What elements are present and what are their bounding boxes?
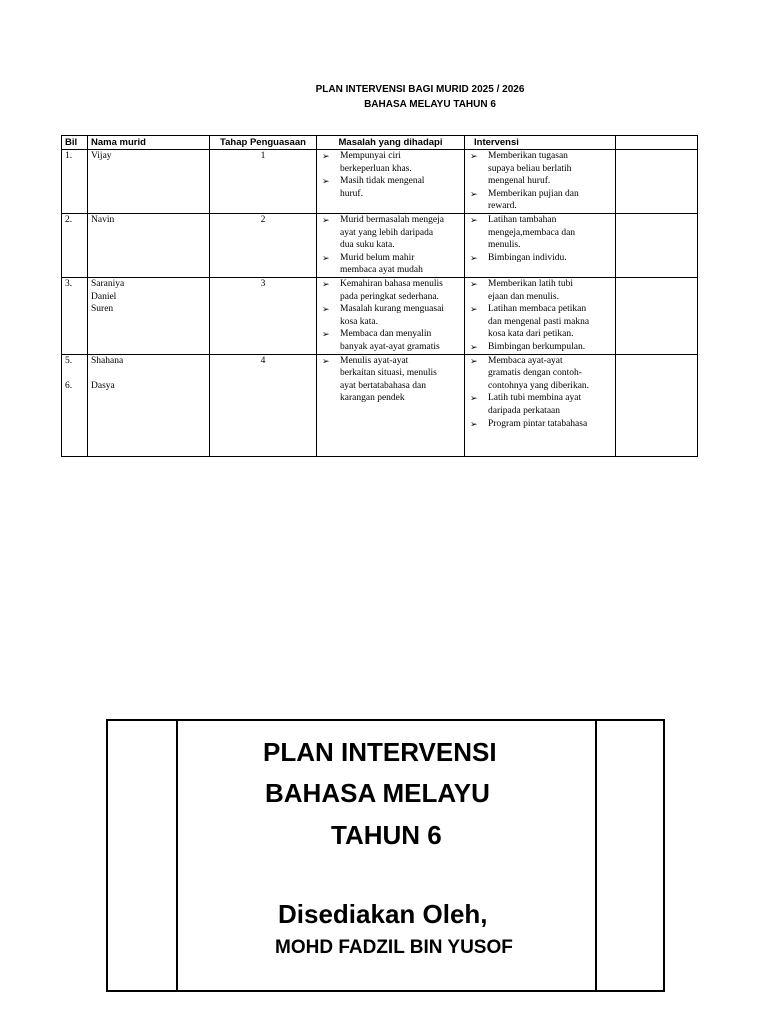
cell-empty: [616, 213, 698, 277]
bullet-text-line: banyak ayat-ayat gramatis: [340, 341, 440, 352]
bullet-text-line: gramatis dengan contoh-: [488, 368, 582, 379]
bullet-item: [320, 303, 461, 328]
cell-nama-murid-line: Daniel: [91, 291, 117, 302]
table-row: [62, 354, 698, 456]
arrow-bullet-icon: ➢: [322, 252, 330, 263]
bullet-text-line: ejaan dan menulis.: [488, 291, 559, 302]
header-nama-murid: Nama murid: [88, 136, 210, 150]
table-row: [62, 277, 698, 354]
bullet-item: [468, 303, 612, 341]
bullet-text-line: kosa kata dari petikan.: [488, 329, 574, 340]
document-subtitle: BAHASA MELAYU TAHUN 6: [364, 99, 496, 110]
bullet-text-line: Memberikan tugasan: [488, 151, 568, 161]
cover-subject: BAHASA MELAYU: [265, 778, 490, 808]
table-header-row: [62, 136, 698, 150]
bullet-text-line: berkaitan situasi, menulis: [340, 368, 437, 379]
bullet-item: [468, 355, 612, 393]
cell-bil: [62, 150, 88, 214]
arrow-bullet-icon: ➢: [470, 214, 478, 225]
intervention-table: [61, 135, 698, 457]
bullet-item: [468, 252, 612, 265]
cell-masalah: [317, 150, 465, 214]
cell-intervensi: [465, 277, 616, 354]
cell-tahap: 1: [210, 150, 317, 214]
arrow-bullet-icon: ➢: [470, 355, 478, 366]
bullet-text-line: membaca ayat mudah: [340, 265, 423, 276]
header-empty: [616, 136, 698, 150]
cell-tahap: 4: [210, 354, 317, 456]
arrow-bullet-icon: ➢: [470, 304, 478, 315]
cell-nama-murid: [88, 213, 210, 277]
bullet-item: [320, 175, 461, 200]
bullet-text-line: mengenal huruf.: [488, 176, 551, 187]
cover-divider-right: [595, 721, 597, 990]
cell-nama-murid-line: Dasya: [91, 380, 115, 391]
bullet-text-line: menulis.: [488, 240, 521, 251]
cell-tahap: 3: [210, 277, 317, 354]
cell-nama-murid: [88, 150, 210, 214]
bullet-item: [320, 252, 461, 277]
cell-bil-line: 1.: [65, 151, 73, 161]
cell-empty: [616, 150, 698, 214]
arrow-bullet-icon: ➢: [322, 176, 330, 187]
cell-intervensi: [465, 354, 616, 456]
header-intervensi: Intervensi: [465, 136, 616, 150]
cell-bil-line: [65, 367, 84, 380]
bullet-item: [320, 328, 461, 353]
cell-empty: [616, 354, 698, 456]
header-masalah: Masalah yang dihadapi: [317, 136, 465, 150]
table-row: [62, 213, 698, 277]
cell-masalah: [317, 213, 465, 277]
cell-bil-line: 5.: [65, 355, 73, 366]
cell-nama-murid-line: Shahana: [91, 355, 124, 366]
bullet-text-line: Latihan tambahan: [488, 214, 557, 225]
bullet-text-line: dan mengenal pasti makna: [488, 316, 590, 327]
bullet-text-line: ayat yang lebih daripada: [340, 227, 434, 238]
bullet-text-line: kosa kata.: [340, 316, 378, 327]
cover-box: [106, 719, 665, 992]
cell-bil-line: 2.: [65, 214, 73, 225]
cover-prepared-by-label: Disediakan Oleh,: [278, 899, 488, 929]
bullet-text-line: berkeperluan khas.: [340, 163, 412, 174]
arrow-bullet-icon: ➢: [322, 278, 330, 289]
bullet-item: [320, 150, 461, 175]
arrow-bullet-icon: ➢: [322, 304, 330, 315]
bullet-item: [320, 355, 461, 405]
bullet-text-line: Murid belum mahir: [340, 252, 415, 263]
cover-divider-left: [176, 721, 178, 990]
cell-nama-murid: [88, 277, 210, 354]
header-bil: Bil: [62, 136, 88, 150]
bullet-text-line: Latihan membaca petikan: [488, 304, 587, 315]
cell-intervensi: [465, 213, 616, 277]
bullet-text-line: supaya beliau berlatih: [488, 163, 572, 174]
bullet-item: [468, 392, 612, 417]
arrow-bullet-icon: ➢: [470, 393, 478, 404]
cell-nama-murid-line: [91, 367, 206, 380]
bullet-text-line: Mempunyai ciri: [340, 151, 401, 161]
bullet-text-line: Memberikan pujian dan: [488, 188, 579, 199]
cell-masalah: [317, 277, 465, 354]
bullet-text-line: reward.: [488, 201, 517, 212]
bullet-text-line: daripada perkataan: [488, 405, 560, 416]
arrow-bullet-icon: ➢: [322, 355, 330, 366]
cell-bil: [62, 354, 88, 456]
bullet-text-line: Masalah kurang menguasai: [340, 304, 444, 315]
bullet-item: [468, 150, 612, 188]
bullet-text-line: mengeja,membaca dan: [488, 227, 576, 238]
arrow-bullet-icon: ➢: [470, 151, 478, 161]
arrow-bullet-icon: ➢: [470, 341, 478, 352]
bullet-text-line: dua suku kata.: [340, 240, 395, 251]
cover-year: TAHUN 6: [331, 820, 442, 850]
header-tahap-penguasaan: Tahap Penguasaan: [210, 136, 317, 150]
cell-nama-murid: [88, 354, 210, 456]
bullet-text-line: Murid bermasalah mengeja: [340, 214, 444, 225]
bullet-text-line: ayat bertatabahasa dan: [340, 380, 426, 391]
bullet-item: [468, 341, 612, 354]
cell-bil-line: 6.: [65, 380, 73, 391]
arrow-bullet-icon: ➢: [470, 188, 478, 199]
cell-bil-line: 3.: [65, 278, 73, 289]
bullet-text-line: Membaca dan menyalin: [340, 329, 432, 340]
bullet-item: [320, 278, 461, 303]
cell-bil: [62, 213, 88, 277]
bullet-item: [320, 214, 461, 252]
arrow-bullet-icon: ➢: [322, 329, 330, 340]
bullet-item: [468, 188, 612, 213]
cell-bil: [62, 277, 88, 354]
cell-nama-murid-line: Vijay: [91, 151, 112, 161]
bullet-text-line: contohnya yang diberikan.: [488, 380, 590, 391]
bullet-text-line: Membaca ayat-ayat: [488, 355, 563, 366]
bullet-text-line: Latih tubi membina ayat: [488, 393, 582, 404]
bullet-text-line: Bimbingan berkumpulan.: [488, 341, 586, 352]
cell-nama-murid-line: Saraniya: [91, 278, 125, 289]
bullet-item: [468, 278, 612, 303]
bullet-text-line: Kemahiran bahasa menulis: [340, 278, 443, 289]
arrow-bullet-icon: ➢: [470, 278, 478, 289]
bullet-text-line: Program pintar tatabahasa: [488, 418, 588, 429]
arrow-bullet-icon: ➢: [322, 151, 330, 161]
cover-title: PLAN INTERVENSI: [263, 737, 497, 767]
cell-empty: [616, 277, 698, 354]
arrow-bullet-icon: ➢: [470, 418, 478, 429]
bullet-text-line: Bimbingan individu.: [488, 252, 567, 263]
cell-nama-murid-line: Suren: [91, 304, 114, 315]
bullet-text-line: huruf.: [340, 188, 363, 199]
cover-author-name: MOHD FADZIL BIN YUSOF: [275, 937, 513, 958]
cell-intervensi: [465, 150, 616, 214]
cell-masalah: [317, 354, 465, 456]
table-row: [62, 150, 698, 214]
document-title: PLAN INTERVENSI BAGI MURID 2025 / 2026: [315, 84, 525, 95]
bullet-item: [468, 214, 612, 252]
bullet-text-line: Memberikan latih tubi: [488, 278, 573, 289]
bullet-text-line: pada peringkat sederhana.: [340, 291, 439, 302]
arrow-bullet-icon: ➢: [470, 252, 478, 263]
bullet-item: [468, 418, 612, 431]
bullet-text-line: Masih tidak mengenal: [340, 176, 425, 187]
cell-tahap: 2: [210, 213, 317, 277]
bullet-text-line: Menulis ayat-ayat: [340, 355, 409, 366]
bullet-text-line: karangan pendek: [340, 393, 405, 404]
cell-nama-murid-line: Navin: [91, 214, 115, 225]
arrow-bullet-icon: ➢: [322, 214, 330, 225]
